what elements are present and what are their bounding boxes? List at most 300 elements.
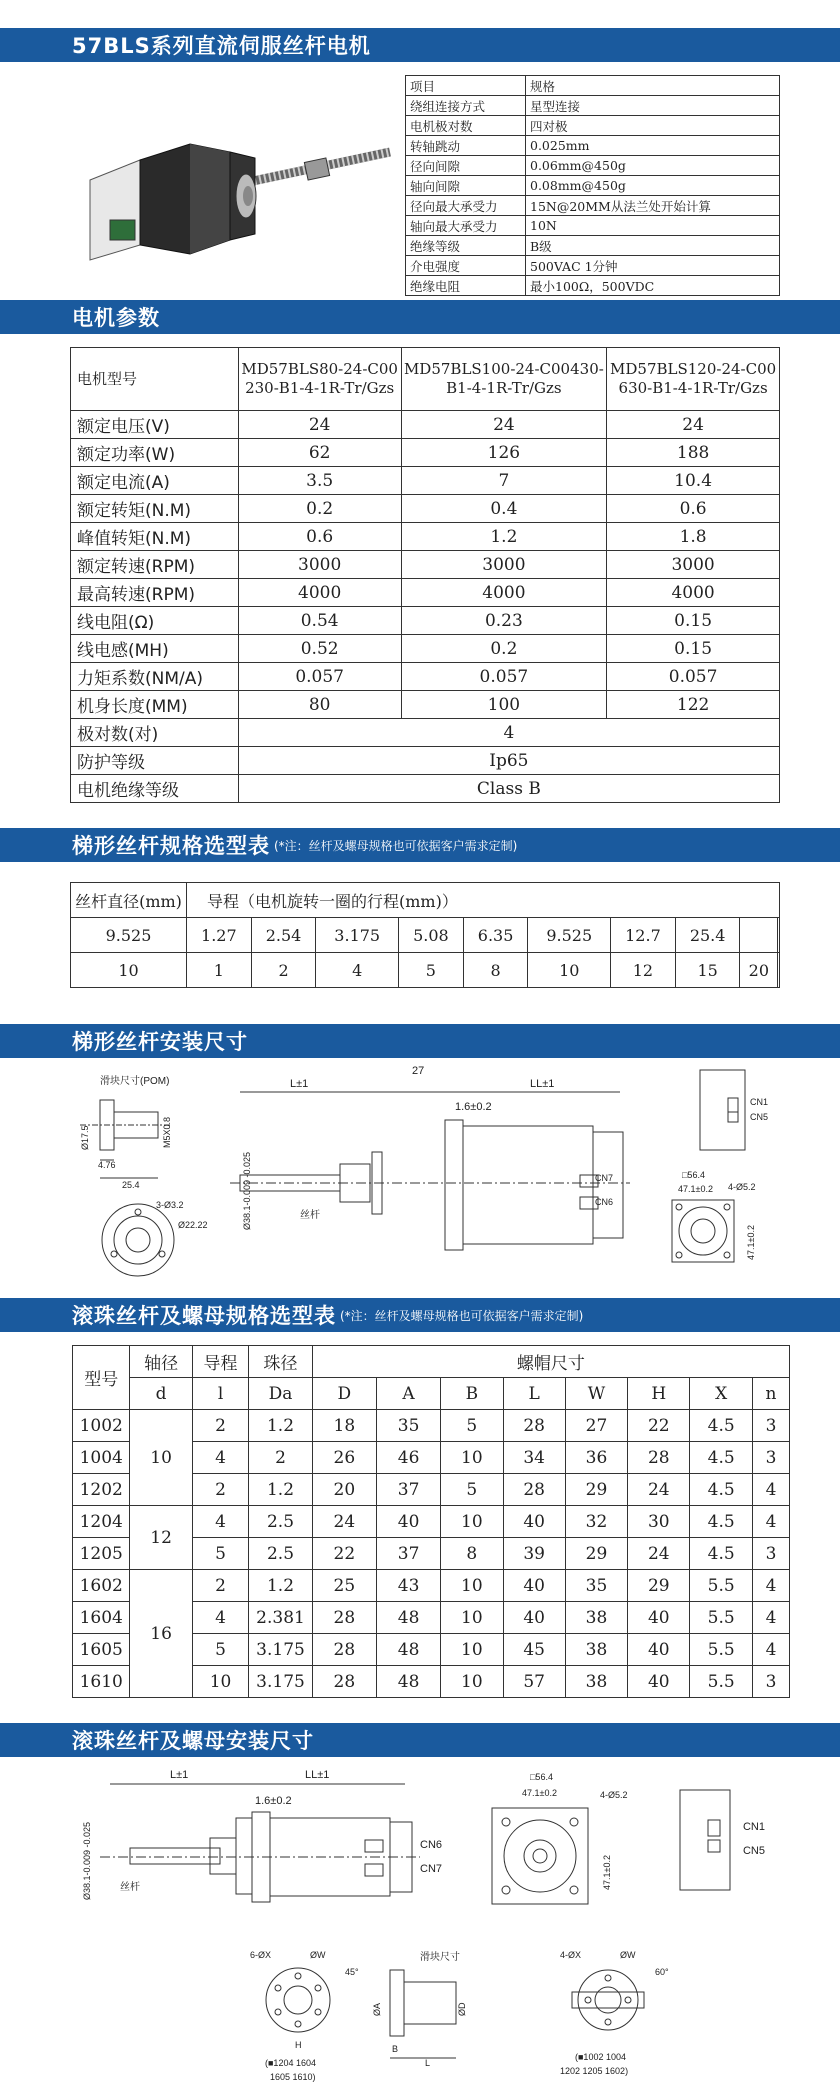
lead-cell: 2 bbox=[251, 953, 316, 988]
param-value: 0.057 bbox=[401, 663, 607, 691]
ball-value-cell: 57 bbox=[503, 1666, 565, 1698]
ball-value-cell: 24 bbox=[312, 1506, 376, 1538]
param-value: 7 bbox=[401, 467, 607, 495]
diameter-cell: 9.525 bbox=[71, 918, 187, 953]
bll-label: LL±1 bbox=[305, 1769, 330, 1781]
spec-value: 0.08mm@450g bbox=[526, 176, 780, 196]
lead-row bbox=[71, 953, 780, 988]
ball-value-cell: 40 bbox=[376, 1506, 440, 1538]
motor-row bbox=[71, 551, 780, 579]
ball-value-cell: 5.5 bbox=[690, 1634, 753, 1666]
lead-cell: 10 bbox=[528, 953, 611, 988]
screw-label: 丝杆 bbox=[300, 1210, 320, 1221]
ball-value-cell: 38 bbox=[565, 1634, 627, 1666]
param-value: 0.15 bbox=[607, 635, 780, 663]
param-value: 1.8 bbox=[607, 523, 780, 551]
h-label: H bbox=[295, 2040, 302, 2050]
spec-value: 最小100Ω，500VDC bbox=[526, 276, 780, 296]
lead-cell: 9.525 bbox=[528, 918, 611, 953]
spec-value: 0.06mm@450g bbox=[526, 156, 780, 176]
param-value: Ip65 bbox=[238, 747, 779, 775]
motor-section-title: 电机参数 bbox=[72, 306, 160, 330]
ball-value-cell: 28 bbox=[628, 1442, 690, 1474]
cap1-label: (■1204 1604 bbox=[265, 2058, 316, 2068]
ball-value-cell: 40 bbox=[503, 1570, 565, 1602]
ball-head: 珠径 bbox=[249, 1346, 312, 1378]
ball-value-cell: 4 bbox=[752, 1474, 789, 1506]
ball-value-cell: 1.2 bbox=[249, 1570, 312, 1602]
ball-value-cell: 1.2 bbox=[249, 1410, 312, 1442]
ball-value-cell: 3 bbox=[752, 1442, 789, 1474]
ball-value-cell: 4.5 bbox=[690, 1538, 753, 1570]
trap-band bbox=[0, 828, 840, 862]
ball-head-row-2 bbox=[73, 1378, 790, 1410]
ball-value-cell: 8 bbox=[441, 1538, 503, 1570]
cn1-label: CN1 bbox=[750, 1097, 769, 1107]
ball-row bbox=[73, 1410, 790, 1442]
b-label: B bbox=[392, 2044, 399, 2054]
lead-cell: 4 bbox=[316, 953, 399, 988]
ball-value-cell: 2 bbox=[192, 1410, 249, 1442]
lead-cell: 12.7 bbox=[611, 918, 676, 953]
spec-value: B级 bbox=[526, 236, 780, 256]
model-cell: 1002 bbox=[73, 1410, 130, 1442]
cn5-label: CN5 bbox=[750, 1112, 769, 1122]
ball-head-row-1 bbox=[73, 1346, 790, 1378]
param-value: 0.52 bbox=[238, 635, 401, 663]
param-label: 额定电压(V) bbox=[71, 411, 239, 439]
param-value: 0.4 bbox=[401, 495, 607, 523]
dd-label: ØD bbox=[457, 2002, 467, 2016]
cap3-label: (■1002 1004 bbox=[575, 2052, 626, 2062]
model-120: MD57BLS120-24-C00630-B1-4-1R-Tr/Gzs bbox=[607, 348, 780, 411]
lead-row bbox=[71, 918, 780, 953]
shaft-head: 轴径 bbox=[130, 1346, 192, 1378]
lead-cell: 20 bbox=[740, 953, 778, 988]
param-label: 线电阻(Ω) bbox=[71, 607, 239, 635]
param-value: Class B bbox=[238, 775, 779, 803]
ball-value-cell: 48 bbox=[376, 1666, 440, 1698]
motor-header-row bbox=[71, 348, 780, 411]
ball-value-cell: 28 bbox=[312, 1666, 376, 1698]
bcn5-label: CN5 bbox=[742, 1845, 765, 1857]
param-label: 极对数(对) bbox=[71, 719, 239, 747]
nut-col-head: X bbox=[690, 1378, 753, 1410]
cn6-label: CN6 bbox=[595, 1197, 614, 1207]
ball-value-cell: 39 bbox=[503, 1538, 565, 1570]
ball-value-cell: 48 bbox=[376, 1634, 440, 1666]
ball-value-cell: 2.381 bbox=[249, 1602, 312, 1634]
bcn7-label: CN7 bbox=[420, 1863, 443, 1875]
ball-value-cell: 26 bbox=[312, 1442, 376, 1474]
l27-label: 27 bbox=[412, 1065, 425, 1077]
param-value: 188 bbox=[607, 439, 780, 467]
param-value: 4000 bbox=[401, 579, 607, 607]
param-value: 0.54 bbox=[238, 607, 401, 635]
shaft-cell: 12 bbox=[130, 1506, 192, 1570]
page-title: 57BLS系列直流伺服丝杆电机 bbox=[72, 34, 371, 58]
ball-value-cell: 4.5 bbox=[690, 1410, 753, 1442]
diameter-cell: 10 bbox=[71, 953, 187, 988]
cn7-label: CN7 bbox=[595, 1173, 614, 1183]
model-cell: 1604 bbox=[73, 1602, 130, 1634]
ball-value-cell: 4 bbox=[752, 1506, 789, 1538]
ball-install-title: 滚珠丝杆及螺母安装尺寸 bbox=[72, 1729, 314, 1753]
trap-install-band bbox=[0, 1024, 840, 1058]
model-head: 型号 bbox=[73, 1346, 130, 1410]
ball-value-cell: 5 bbox=[441, 1474, 503, 1506]
ball-value-cell: 22 bbox=[628, 1410, 690, 1442]
shaft-cell: 16 bbox=[130, 1570, 192, 1698]
model-cell: 1204 bbox=[73, 1506, 130, 1538]
spec-value: 10N bbox=[526, 216, 780, 236]
param-value: 122 bbox=[607, 691, 780, 719]
motor-row bbox=[71, 495, 780, 523]
ball-value-cell: 3 bbox=[752, 1538, 789, 1570]
p47v-label: 47.1±0.2 bbox=[746, 1225, 756, 1260]
shaft-sym: d bbox=[130, 1378, 192, 1410]
shaft-cell: 10 bbox=[130, 1410, 192, 1506]
ball-value-cell: 35 bbox=[376, 1410, 440, 1442]
ball-section-note: (*注：丝杆及螺母规格也可依据客户需求定制) bbox=[340, 1308, 584, 1323]
a45-label: 45° bbox=[345, 1967, 359, 1977]
lead-header-row bbox=[71, 883, 780, 918]
model-cell: 1605 bbox=[73, 1634, 130, 1666]
param-value: 0.057 bbox=[238, 663, 401, 691]
motor-row bbox=[71, 663, 780, 691]
param-label: 机身长度(MM) bbox=[71, 691, 239, 719]
lead-cell: 1.27 bbox=[187, 918, 252, 953]
spec-label: 绕组连接方式 bbox=[406, 96, 526, 116]
motor-row bbox=[71, 607, 780, 635]
ball-table bbox=[72, 1345, 790, 1698]
l-label: L±1 bbox=[290, 1078, 309, 1090]
param-value: 24 bbox=[401, 411, 607, 439]
param-value: 3000 bbox=[238, 551, 401, 579]
ball-value-cell: 30 bbox=[628, 1506, 690, 1538]
ball-value-cell: 18 bbox=[312, 1410, 376, 1442]
ball-value-cell: 28 bbox=[312, 1602, 376, 1634]
ball-value-cell: 22 bbox=[312, 1538, 376, 1570]
param-label: 额定电流(A) bbox=[71, 467, 239, 495]
title-band bbox=[0, 28, 840, 62]
bsq-label: □56.4 bbox=[530, 1772, 553, 1782]
param-label: 防护等级 bbox=[71, 747, 239, 775]
h4-label: 4-Ø5.2 bbox=[728, 1182, 756, 1192]
param-value: 3000 bbox=[607, 551, 780, 579]
spec-label: 径向最大承受力 bbox=[406, 196, 526, 216]
param-value: 100 bbox=[401, 691, 607, 719]
ball-band bbox=[0, 1298, 840, 1332]
motor-row bbox=[71, 579, 780, 607]
ball-value-cell: 10 bbox=[441, 1442, 503, 1474]
ball-value-cell: 38 bbox=[565, 1602, 627, 1634]
ball-value-cell: 38 bbox=[565, 1666, 627, 1698]
spec-row bbox=[406, 196, 780, 216]
motor-illustration bbox=[70, 130, 400, 270]
ball-value-cell: 28 bbox=[503, 1474, 565, 1506]
spec-row bbox=[406, 116, 780, 136]
model-80: MD57BLS80-24-C00230-B1-4-1R-Tr/Gzs bbox=[238, 348, 401, 411]
param-value: 0.2 bbox=[401, 635, 607, 663]
lead-cell bbox=[740, 918, 778, 953]
spec-value: 星型连接 bbox=[526, 96, 780, 116]
bdia38-label: Ø38.1-0.009 -0.025 bbox=[82, 1821, 92, 1900]
ball-value-cell: 5 bbox=[192, 1634, 249, 1666]
param-value: 0.2 bbox=[238, 495, 401, 523]
model-100: MD57BLS100-24-C00430-B1-4-1R-Tr/Gzs bbox=[401, 348, 607, 411]
spec-row bbox=[406, 136, 780, 156]
model-label: 电机型号 bbox=[71, 348, 239, 411]
ball-value-cell: 5 bbox=[192, 1538, 249, 1570]
ball-value-cell: 4 bbox=[752, 1570, 789, 1602]
m5x-label: M5X0.8 bbox=[162, 1116, 172, 1148]
spec-row bbox=[406, 256, 780, 276]
diameter-header: 丝杆直径(mm) bbox=[71, 883, 187, 918]
param-value: 80 bbox=[238, 691, 401, 719]
param-label: 电机绝缘等级 bbox=[71, 775, 239, 803]
spec-row bbox=[406, 216, 780, 236]
model-cell: 1602 bbox=[73, 1570, 130, 1602]
ball-value-cell: 27 bbox=[565, 1410, 627, 1442]
param-value: 3.5 bbox=[238, 467, 401, 495]
bp47-label: 47.1±0.2 bbox=[522, 1788, 557, 1798]
nut-col-head: W bbox=[565, 1378, 627, 1410]
ball-value-cell: 3 bbox=[752, 1666, 789, 1698]
spec-value: 规格 bbox=[526, 76, 780, 96]
ball-value-cell: 3 bbox=[752, 1410, 789, 1442]
ball-value-cell: 24 bbox=[628, 1538, 690, 1570]
ball-value-cell: 40 bbox=[503, 1506, 565, 1538]
l254-label: 25.4 bbox=[122, 1180, 140, 1190]
a60-label: 60° bbox=[655, 1967, 669, 1977]
ball-value-cell: 4 bbox=[192, 1442, 249, 1474]
spec-table bbox=[405, 75, 780, 296]
trap-install-drawing bbox=[60, 1060, 780, 1290]
bp47v-label: 47.1±0.2 bbox=[602, 1855, 612, 1890]
holes-label: 3-Ø3.2 bbox=[156, 1200, 184, 1210]
bh4-label: 4-Ø5.2 bbox=[600, 1790, 628, 1800]
ball-value-cell: 40 bbox=[628, 1602, 690, 1634]
ball-value-cell: 2 bbox=[192, 1474, 249, 1506]
spec-row bbox=[406, 156, 780, 176]
spec-row bbox=[406, 176, 780, 196]
ball-sym: Da bbox=[249, 1378, 312, 1410]
model-cell: 1004 bbox=[73, 1442, 130, 1474]
param-label: 额定转矩(N.M) bbox=[71, 495, 239, 523]
nut-col-head: H bbox=[628, 1378, 690, 1410]
param-value: 24 bbox=[238, 411, 401, 439]
ball-value-cell: 2 bbox=[249, 1442, 312, 1474]
spec-label: 介电强度 bbox=[406, 256, 526, 276]
cap4-label: 1202 1205 1602) bbox=[560, 2066, 629, 2076]
ball-value-cell: 34 bbox=[503, 1442, 565, 1474]
l476-label: 4.76 bbox=[98, 1160, 116, 1170]
ball-value-cell: 43 bbox=[376, 1570, 440, 1602]
sq-label: □56.4 bbox=[682, 1170, 705, 1180]
motor-row bbox=[71, 439, 780, 467]
ball-value-cell: 29 bbox=[565, 1538, 627, 1570]
lead-cell: 15 bbox=[675, 953, 740, 988]
lead-cell: 3.175 bbox=[316, 918, 399, 953]
param-value: 0.15 bbox=[607, 607, 780, 635]
trap-section-title: 梯形丝杆规格选型表 bbox=[72, 834, 270, 858]
nut-col-head: L bbox=[503, 1378, 565, 1410]
param-value: 3000 bbox=[401, 551, 607, 579]
d175-label: Ø17.5 bbox=[80, 1125, 90, 1150]
ball-value-cell: 29 bbox=[628, 1570, 690, 1602]
bscrew-label: 丝杆 bbox=[120, 1882, 140, 1893]
ball-value-cell: 4.5 bbox=[690, 1506, 753, 1538]
p47-label: 47.1±0.2 bbox=[678, 1184, 713, 1194]
lead-cell: 25.4 bbox=[675, 918, 740, 953]
bl-label: L±1 bbox=[170, 1769, 189, 1781]
ball-value-cell: 37 bbox=[376, 1538, 440, 1570]
nut-col-head: D bbox=[312, 1378, 376, 1410]
ball-value-cell: 5.5 bbox=[690, 1570, 753, 1602]
spec-value: 15N@20MM从法兰处开始计算 bbox=[526, 196, 780, 216]
ball-value-cell: 2.5 bbox=[249, 1506, 312, 1538]
spec-value: 500VAC 1分钟 bbox=[526, 256, 780, 276]
lead-cell: 8 bbox=[463, 953, 528, 988]
ball-section-title: 滚珠丝杆及螺母规格选型表 bbox=[72, 1304, 336, 1328]
ball-value-cell: 10 bbox=[441, 1506, 503, 1538]
param-value: 126 bbox=[401, 439, 607, 467]
trap-section-note: (*注：丝杆及螺母规格也可依据客户需求定制) bbox=[274, 838, 518, 853]
ball-value-cell: 2.5 bbox=[249, 1538, 312, 1570]
slider2-label: 滑块尺寸 bbox=[420, 1952, 460, 1963]
ball-value-cell: 4 bbox=[752, 1634, 789, 1666]
ball-value-cell: 46 bbox=[376, 1442, 440, 1474]
spec-value: 四对极 bbox=[526, 116, 780, 136]
param-label: 额定功率(W) bbox=[71, 439, 239, 467]
motor-band bbox=[0, 300, 840, 334]
param-label: 峰值转矩(N.M) bbox=[71, 523, 239, 551]
spec-label: 轴向最大承受力 bbox=[406, 216, 526, 236]
ball-value-cell: 4.5 bbox=[690, 1442, 753, 1474]
param-value: 0.23 bbox=[401, 607, 607, 635]
lead-cell: 2.54 bbox=[251, 918, 316, 953]
ball-value-cell: 3.175 bbox=[249, 1666, 312, 1698]
model-cell: 1202 bbox=[73, 1474, 130, 1506]
param-value: 62 bbox=[238, 439, 401, 467]
lead-cell: 6.35 bbox=[463, 918, 528, 953]
lead-sym: l bbox=[192, 1378, 249, 1410]
ball-value-cell: 1.2 bbox=[249, 1474, 312, 1506]
l2-label: L bbox=[425, 2058, 431, 2068]
nut-col-head: A bbox=[376, 1378, 440, 1410]
nut-col-head: B bbox=[441, 1378, 503, 1410]
ball-row bbox=[73, 1570, 790, 1602]
nut-col-head: n bbox=[752, 1378, 789, 1410]
spec-label: 转轴跳动 bbox=[406, 136, 526, 156]
ball-value-cell: 28 bbox=[503, 1410, 565, 1442]
lead-cell: 1 bbox=[187, 953, 252, 988]
bcn1-label: CN1 bbox=[742, 1821, 765, 1833]
spec-label: 绝缘等级 bbox=[406, 236, 526, 256]
ball-value-cell: 25 bbox=[312, 1570, 376, 1602]
trap-install-title: 梯形丝杆安装尺寸 bbox=[72, 1030, 248, 1054]
ball-value-cell: 40 bbox=[628, 1634, 690, 1666]
motor-row bbox=[71, 523, 780, 551]
ball-value-cell: 45 bbox=[503, 1634, 565, 1666]
cap2-label: 1605 1610) bbox=[270, 2072, 316, 2082]
param-label: 额定转速(RPM) bbox=[71, 551, 239, 579]
model-cell: 1610 bbox=[73, 1666, 130, 1698]
spec-row bbox=[406, 76, 780, 96]
spec-row bbox=[406, 236, 780, 256]
bcn6-label: CN6 bbox=[420, 1839, 443, 1851]
dia38-label: Ø38.1-0.009 -0.025 bbox=[242, 1151, 252, 1230]
motor-row bbox=[71, 635, 780, 663]
spec-label: 轴向间隙 bbox=[406, 176, 526, 196]
fourx-label: 4-ØX bbox=[560, 1950, 582, 1960]
lead-header: 导程（电机旋转一圈的行程(mm)） bbox=[187, 883, 780, 918]
spec-label: 电机极对数 bbox=[406, 116, 526, 136]
motor-merged-row bbox=[71, 775, 780, 803]
ball-value-cell: 24 bbox=[628, 1474, 690, 1506]
ball-value-cell: 35 bbox=[565, 1570, 627, 1602]
ball-value-cell: 5.5 bbox=[690, 1666, 753, 1698]
ball-value-cell: 5 bbox=[441, 1410, 503, 1442]
lead-cell bbox=[778, 918, 780, 953]
w1-label: ØW bbox=[310, 1950, 326, 1960]
ball-value-cell: 37 bbox=[376, 1474, 440, 1506]
param-value: 24 bbox=[607, 411, 780, 439]
motor-row bbox=[71, 467, 780, 495]
ll-label: LL±1 bbox=[530, 1078, 555, 1090]
ball-value-cell: 5.5 bbox=[690, 1602, 753, 1634]
param-label: 最高转速(RPM) bbox=[71, 579, 239, 607]
param-value: 0.6 bbox=[607, 495, 780, 523]
ball-value-cell: 4 bbox=[752, 1602, 789, 1634]
w2-label: ØW bbox=[620, 1950, 636, 1960]
ball-install-drawing bbox=[60, 1760, 780, 2095]
ball-value-cell: 40 bbox=[628, 1666, 690, 1698]
lead-cell: 12 bbox=[611, 953, 676, 988]
ball-value-cell: 10 bbox=[441, 1570, 503, 1602]
ball-value-cell: 3.175 bbox=[249, 1634, 312, 1666]
bf16-label: 1.6±0.2 bbox=[255, 1795, 292, 1807]
ball-value-cell: 10 bbox=[192, 1666, 249, 1698]
spec-label: 径向间隙 bbox=[406, 156, 526, 176]
ball-value-cell: 10 bbox=[441, 1666, 503, 1698]
param-label: 力矩系数(NM/A) bbox=[71, 663, 239, 691]
ball-value-cell: 28 bbox=[312, 1634, 376, 1666]
lead-cell: 5 bbox=[399, 953, 464, 988]
spec-label: 项目 bbox=[406, 76, 526, 96]
sixx-label: 6-ØX bbox=[250, 1950, 272, 1960]
param-value: 1.2 bbox=[401, 523, 607, 551]
pcd-label: Ø22.22 bbox=[178, 1220, 208, 1230]
spec-label: 绝缘电阻 bbox=[406, 276, 526, 296]
ball-install-band bbox=[0, 1723, 840, 1757]
ball-value-cell: 4 bbox=[192, 1602, 249, 1634]
motor-merged-row bbox=[71, 719, 780, 747]
lead-cell bbox=[778, 953, 780, 988]
ball-value-cell: 40 bbox=[503, 1602, 565, 1634]
da-label: ØA bbox=[372, 2002, 382, 2016]
motor-param-table bbox=[70, 347, 780, 803]
ball-value-cell: 4.5 bbox=[690, 1474, 753, 1506]
param-value: 4000 bbox=[607, 579, 780, 607]
ball-value-cell: 20 bbox=[312, 1474, 376, 1506]
ball-value-cell: 48 bbox=[376, 1602, 440, 1634]
param-value: 0.057 bbox=[607, 663, 780, 691]
param-value: 10.4 bbox=[607, 467, 780, 495]
lead-cell: 5.08 bbox=[399, 918, 464, 953]
motor-row bbox=[71, 411, 780, 439]
